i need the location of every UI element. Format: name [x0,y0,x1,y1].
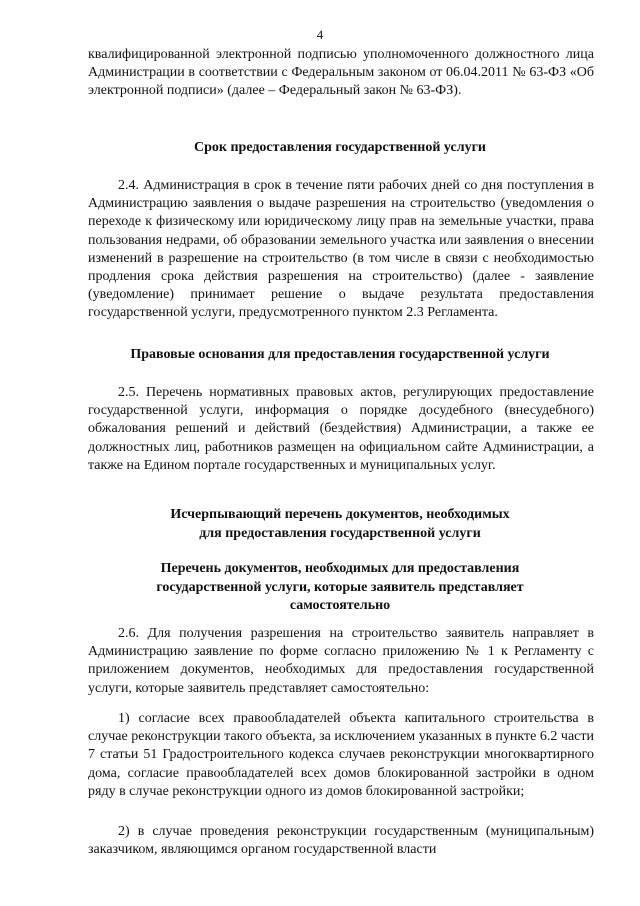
heading-documents-list [80,506,600,543]
paragraph-2-6: 2.6. Для получения разрешения на строительство заявитель направляет в Администрацию заявление по форме согласно приложению № 1 к Регламенту с приложением документов, необходимых для предоставления государственной услуги, которые заявитель представляет самостоятельно: [88,626,594,696]
heading-legal-grounds: Правовые основания для предоставления государственной услуги [130,347,550,362]
paragraph-2-4: 2.4. Администрация в срок в течение пяти рабочих дней со дня поступления в Администрацию заявления о выдаче разрешения на строительство (уведомления о переходе к физическому или юридическому лицу прав на земельные участки, права пользования недрами, об образовании земельного участка или заявления о внесении изменений в разрешение на строительство (в том числе в связи с необходимостью продления срока действия разрешения на строительство) (далее - заявление (уведомление) принимает решение о выдаче результата предоставления государственной услуги, предусмотренного пунктом 2.3 Регламента. [88,178,594,321]
list-item-1: 1) согласие всех правообладателей объекта капитального строительства в случае реконструкции такого объекта, за исключением указанных в пункте 6.2 части 7 статьи 51 Градостроительного кодекса случаев реконструкции многоквартирного дома, согласие правообладателей всех домов блокированной застройки в одном ряду в случае реконструкции одного из домов блокированной застройки; [88,711,594,799]
page-number: 4 [316,27,324,42]
heading-line: государственной услуги, которые заявитель представляет [156,579,524,595]
heading-line: Перечень документов, необходимых для предоставления [160,561,520,576]
paragraph-2-5: 2.5. Перечень нормативных правовых актов, регулирующих предоставление государственной услуги, информация о порядке досудебного (внесудебного) обжалования решений и действий (бездействия) Администрации, а также ее должностных лиц, работников размещен на официальном сайте Администрации, а также на Едином портале государственных и муниципальных услуг. [88,385,594,473]
heading-line: для предоставления государственной услуги [199,525,481,541]
paragraph-intro: квалифицированной электронной подписью уполномоченного должностного лица Администрации в соответствии с Федеральным законом от 06.04.2011 № 63-ФЗ «Об электронной подписи» (далее – Федеральный закон № 63-ФЗ). [88,47,594,99]
heading-self-submitted-documents [80,560,600,616]
heading-line: Исчерпывающий перечень документов, необходимых [170,507,510,522]
heading-service-term: Срок предоставления государственной услуги [194,140,486,155]
list-item-2: 2) в случае проведения реконструкции государственным (муниципальным) заказчиком, являющимся органом государственной власти [88,824,594,858]
heading-line: самостоятельно [289,598,391,613]
